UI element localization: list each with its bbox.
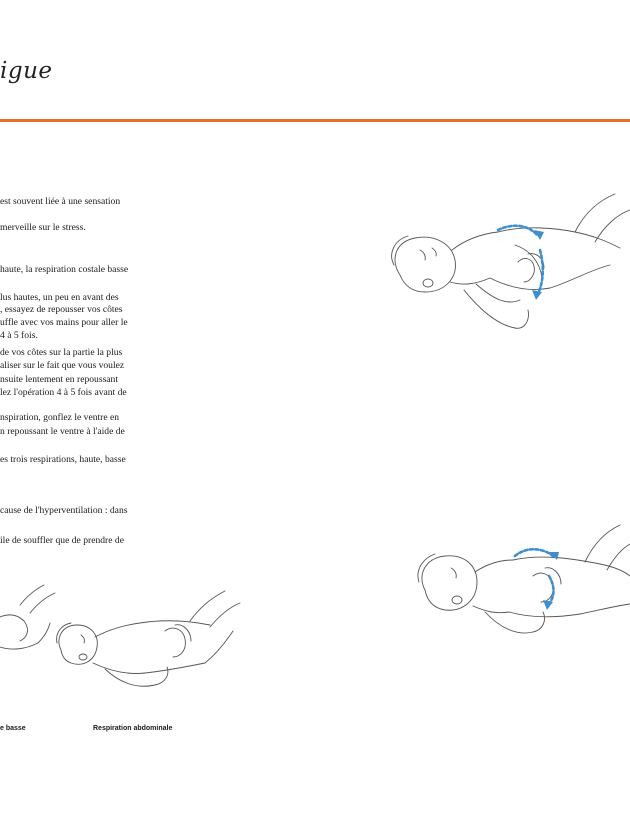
text-line-13: n repoussant le ventre à l'aide de xyxy=(0,426,125,437)
text-line-2: merveille sur le stress. xyxy=(0,222,86,233)
text-line-9: aliser sur le fait que vous voulez xyxy=(0,360,125,371)
text-line-3: haute, la respiration costale basse xyxy=(0,264,129,275)
text-line-16: ile de souffler que de prendre de xyxy=(0,535,124,546)
text-line-12: nspiration, gonflez le ventre en xyxy=(0,412,120,423)
text-line-11: lez l'opération 4 à 5 fois avant de xyxy=(0,387,127,398)
text-line-4: lus hautes, un peu en avant des xyxy=(0,292,119,303)
header-rule xyxy=(0,119,630,122)
breathing-abdominal-icon xyxy=(415,520,630,650)
caption-left: e basse xyxy=(0,725,26,732)
text-line-1: est souvent liée à une sensation xyxy=(0,196,121,207)
text-line-10: nsuite lentement en repoussant xyxy=(0,374,119,385)
breathing-costal-icon xyxy=(380,170,630,350)
text-line-6: uffle avec vos mains pour aller le xyxy=(0,317,128,328)
text-line-15: cause de l'hyperventilation : dans xyxy=(0,505,128,516)
text-line-8: de vos côtes sur la partie la plus xyxy=(0,347,123,358)
text-line-5: , essayez de repousser vos côtes xyxy=(0,304,123,315)
page-title: igue xyxy=(0,58,53,84)
lying-figure-partial-icon xyxy=(0,585,55,665)
text-line-7: 4 à 5 fois. xyxy=(0,330,38,341)
caption-right: Respiration abdominale xyxy=(93,725,173,732)
lying-figure-hands-belly-icon xyxy=(55,585,240,695)
text-line-14: es trois respirations, haute, basse xyxy=(0,454,126,465)
